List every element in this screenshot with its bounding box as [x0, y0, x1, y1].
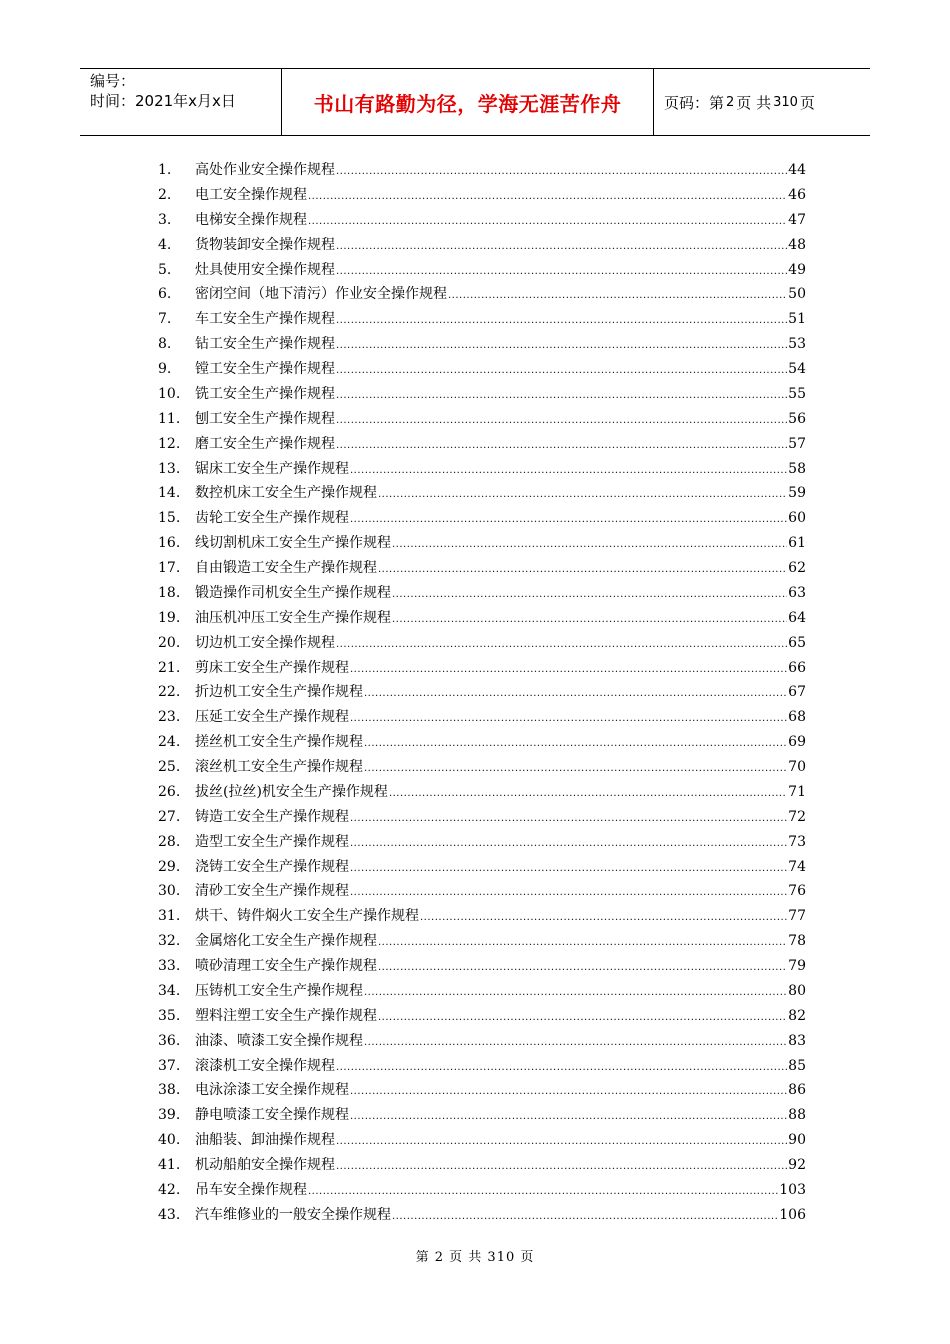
toc-entry-number: 7.	[158, 311, 172, 328]
toc-entry-title: 高处作业安全操作规程	[195, 162, 335, 178]
toc-entry[interactable]	[158, 258, 806, 283]
toc-entry-title: 压铸机工安全生产操作规程	[195, 982, 363, 999]
toc-dot-leader	[336, 359, 787, 384]
toc-entry-page: 103	[779, 1181, 806, 1198]
toc-entry-number: 33.	[158, 958, 181, 974]
toc-entry-number: 31.	[158, 908, 181, 925]
toc-entry-title: 电工安全操作规程	[195, 186, 307, 203]
toc-entry[interactable]	[158, 581, 806, 606]
toc-entry[interactable]	[158, 929, 806, 954]
toc-entry[interactable]	[158, 382, 806, 407]
toc-entry[interactable]	[158, 1128, 806, 1153]
page-mid: 页 共	[736, 93, 772, 112]
toc-dot-leader	[389, 782, 787, 807]
toc-dot-leader	[336, 309, 787, 334]
toc-entry-page: 60	[788, 510, 806, 527]
toc-entry-number: 28.	[158, 833, 181, 850]
toc-entry-number: 41.	[158, 1157, 181, 1173]
toc-entry-page: 49	[788, 261, 806, 278]
toc-dot-leader	[336, 1130, 787, 1155]
toc-entry[interactable]	[158, 805, 806, 830]
toc-entry-number: 6.	[158, 286, 172, 303]
toc-dot-leader	[350, 1080, 787, 1105]
toc-entry[interactable]	[158, 606, 806, 631]
toc-entry-number: 11.	[158, 410, 181, 427]
toc-entry-title: 塑料注塑工安全生产操作规程	[195, 1007, 377, 1024]
header-info-cell	[80, 69, 282, 135]
toc-dot-leader	[378, 956, 787, 981]
toc-entry-number: 37.	[158, 1057, 181, 1074]
table-of-contents	[158, 158, 806, 1228]
toc-dot-leader	[448, 284, 787, 309]
toc-dot-leader	[392, 533, 787, 558]
toc-dot-leader	[336, 260, 787, 285]
toc-dot-leader	[336, 1155, 787, 1180]
toc-entry-number: 40.	[158, 1132, 181, 1149]
page-total: 310	[773, 94, 798, 110]
toc-dot-leader	[336, 633, 787, 658]
toc-entry-title: 剪床工安全生产操作规程	[195, 659, 349, 676]
toc-entry-number: 38.	[158, 1082, 181, 1099]
toc-entry[interactable]	[158, 631, 806, 656]
toc-entry-number: 21.	[158, 659, 181, 676]
toc-entry[interactable]	[158, 233, 806, 258]
toc-entry[interactable]	[158, 979, 806, 1004]
toc-entry-page: 56	[788, 410, 806, 427]
toc-entry-title: 吊车安全操作规程	[195, 1181, 307, 1198]
toc-dot-leader	[378, 558, 787, 583]
toc-dot-leader	[350, 1105, 787, 1130]
toc-dot-leader	[364, 757, 787, 782]
toc-entry-page: 66	[788, 659, 806, 676]
toc-entry-page: 83	[788, 1032, 806, 1049]
toc-dot-leader	[350, 881, 787, 906]
toc-entry-page: 55	[788, 385, 806, 402]
toc-dot-leader	[336, 434, 787, 459]
toc-entry[interactable]	[158, 432, 806, 457]
toc-entry-page: 77	[788, 908, 806, 925]
toc-entry-page: 47	[788, 211, 806, 228]
toc-entry-title: 滚漆机工安全操作规程	[195, 1057, 335, 1074]
toc-entry-title: 机动船舶安全操作规程	[195, 1157, 335, 1173]
toc-dot-leader	[392, 583, 787, 608]
toc-entry-title: 滚丝机工安全生产操作规程	[195, 759, 363, 775]
toc-entry-page: 44	[788, 162, 806, 178]
toc-entry[interactable]	[158, 1078, 806, 1103]
toc-entry-title: 镗工安全生产操作规程	[195, 361, 335, 377]
toc-entry[interactable]	[158, 158, 806, 183]
toc-entry-title: 磨工安全生产操作规程	[195, 435, 335, 452]
toc-entry-number: 8.	[158, 336, 172, 353]
toc-entry-number: 24.	[158, 734, 181, 751]
toc-entry-title: 货物装卸安全操作规程	[195, 236, 335, 253]
toc-dot-leader	[336, 160, 787, 185]
toc-entry[interactable]	[158, 208, 806, 233]
toc-entry-page: 106	[779, 1206, 806, 1223]
toc-entry-number: 29.	[158, 858, 181, 875]
toc-entry-number: 12.	[158, 435, 181, 452]
toc-entry-page: 50	[788, 286, 806, 303]
toc-entry-page: 73	[788, 833, 806, 850]
toc-entry[interactable]	[158, 780, 806, 805]
toc-entry-page: 78	[788, 933, 806, 950]
toc-entry-number: 22.	[158, 684, 181, 701]
toc-entry[interactable]	[158, 183, 806, 208]
toc-entry-title: 电泳涂漆工安全操作规程	[195, 1082, 349, 1099]
toc-entry-page: 88	[788, 1107, 806, 1124]
toc-entry-title: 搓丝机工安全生产操作规程	[195, 734, 363, 751]
toc-entry-number: 42.	[158, 1181, 181, 1198]
toc-entry-number: 32.	[158, 933, 181, 950]
toc-entry-page: 67	[788, 684, 806, 701]
toc-entry-number: 30.	[158, 883, 181, 900]
toc-entry-page: 65	[788, 634, 806, 651]
toc-entry-number: 17.	[158, 560, 181, 576]
toc-dot-leader	[364, 732, 787, 757]
toc-entry-page: 46	[788, 186, 806, 203]
toc-entry-title: 铣工安全生产操作规程	[195, 385, 335, 402]
toc-entry-number: 1.	[158, 162, 172, 178]
toc-entry[interactable]	[158, 1103, 806, 1128]
toc-entry-title: 折边机工安全生产操作规程	[195, 684, 363, 701]
toc-entry-title: 油船装、卸油操作规程	[195, 1132, 335, 1149]
toc-entry[interactable]	[158, 357, 806, 382]
toc-dot-leader	[336, 1056, 787, 1081]
toc-dot-leader	[378, 931, 787, 956]
toc-entry-number: 35.	[158, 1007, 181, 1024]
header-page-info	[654, 69, 870, 135]
toc-entry[interactable]	[158, 1054, 806, 1079]
toc-dot-leader	[350, 807, 787, 832]
toc-dot-leader	[336, 409, 787, 434]
toc-entry-page: 70	[788, 759, 806, 775]
toc-entry-title: 金属熔化工安全生产操作规程	[195, 933, 377, 950]
toc-entry-title: 铸造工安全生产操作规程	[195, 808, 349, 825]
toc-entry-page: 58	[788, 460, 806, 477]
toc-entry[interactable]	[158, 531, 806, 556]
toc-entry-page: 79	[788, 958, 806, 974]
toc-entry-title: 自由锻造工安全生产操作规程	[195, 560, 377, 576]
page-suffix: 页	[799, 93, 815, 112]
toc-dot-leader	[350, 658, 787, 683]
toc-entry-number: 34.	[158, 982, 181, 999]
toc-entry[interactable]	[158, 1029, 806, 1054]
toc-entry-page: 61	[788, 535, 806, 552]
toc-entry[interactable]	[158, 1153, 806, 1178]
toc-entry-title: 钻工安全生产操作规程	[195, 336, 335, 353]
toc-dot-leader	[336, 334, 787, 359]
toc-entry[interactable]	[158, 407, 806, 432]
toc-entry-page: 71	[788, 783, 806, 800]
toc-dot-leader	[364, 682, 787, 707]
toc-entry[interactable]	[158, 855, 806, 880]
toc-entry-page: 68	[788, 709, 806, 726]
toc-entry[interactable]	[158, 1004, 806, 1029]
toc-entry-title: 油漆、喷漆工安全操作规程	[195, 1032, 363, 1049]
toc-dot-leader	[392, 1205, 778, 1230]
toc-entry-page: 74	[788, 858, 806, 875]
toc-entry-page: 62	[788, 560, 806, 576]
toc-entry-title: 烘干、铸件焖火工安全生产操作规程	[195, 908, 419, 925]
toc-dot-leader	[336, 235, 787, 260]
page-header	[80, 68, 870, 136]
date-label: 时间：2021年x月x日	[90, 92, 236, 110]
toc-dot-leader	[420, 906, 787, 931]
toc-entry-title: 密闭空间（地下清污）作业安全操作规程	[195, 286, 447, 303]
toc-dot-leader	[308, 210, 787, 235]
toc-entry[interactable]	[158, 481, 806, 506]
toc-entry-page: 54	[788, 361, 806, 377]
toc-entry-page: 76	[788, 883, 806, 900]
page-current: 2	[726, 94, 735, 110]
toc-entry-page: 64	[788, 609, 806, 626]
toc-entry-page: 48	[788, 236, 806, 253]
toc-entry-page: 85	[788, 1057, 806, 1074]
toc-entry[interactable]	[158, 282, 806, 307]
toc-entry[interactable]	[158, 1178, 806, 1203]
toc-entry-page: 90	[788, 1132, 806, 1149]
toc-entry-page: 59	[788, 485, 806, 502]
toc-entry-title: 车工安全生产操作规程	[195, 311, 335, 328]
toc-entry-number: 19.	[158, 609, 181, 626]
toc-entry-page: 63	[788, 584, 806, 601]
toc-entry-number: 18.	[158, 584, 181, 601]
toc-entry-number: 3.	[158, 211, 172, 228]
toc-dot-leader	[350, 857, 787, 882]
toc-entry-page: 72	[788, 808, 806, 825]
toc-entry-page: 80	[788, 982, 806, 999]
toc-entry-number: 23.	[158, 709, 181, 726]
toc-entry-title: 数控机床工安全生产操作规程	[195, 485, 377, 502]
toc-entry-title: 油压机冲压工安全生产操作规程	[195, 609, 391, 626]
doc-number-label: 编号：	[90, 72, 136, 90]
toc-dot-leader	[364, 981, 787, 1006]
toc-entry-number: 25.	[158, 759, 181, 775]
toc-entry-title: 刨工安全生产操作规程	[195, 410, 335, 427]
toc-entry-number: 15.	[158, 510, 181, 527]
toc-entry-number: 10.	[158, 385, 181, 402]
toc-entry-page: 51	[788, 311, 806, 328]
toc-dot-leader	[378, 1006, 787, 1031]
toc-dot-leader	[350, 832, 787, 857]
toc-entry[interactable]	[158, 556, 806, 581]
toc-entry[interactable]	[158, 705, 806, 730]
toc-dot-leader	[392, 608, 787, 633]
toc-entry-number: 13.	[158, 460, 181, 477]
toc-entry[interactable]	[158, 656, 806, 681]
toc-entry-number: 36.	[158, 1032, 181, 1049]
toc-entry-number: 27.	[158, 808, 181, 825]
toc-entry[interactable]	[158, 755, 806, 780]
toc-entry-number: 9.	[158, 361, 172, 377]
toc-entry-page: 92	[788, 1157, 806, 1173]
toc-entry-number: 43.	[158, 1206, 181, 1223]
toc-entry-title: 锻造操作司机安全生产操作规程	[195, 584, 391, 601]
toc-dot-leader	[350, 707, 787, 732]
page-footer: 第 2 页 共 310 页	[415, 1250, 535, 1265]
toc-entry-number: 16.	[158, 535, 181, 552]
toc-entry-title: 切边机工安全操作规程	[195, 634, 335, 651]
toc-entry-title: 压延工安全生产操作规程	[195, 709, 349, 726]
toc-entry-number: 39.	[158, 1107, 181, 1124]
toc-dot-leader	[336, 384, 787, 409]
toc-entry-title: 灶具使用安全操作规程	[195, 261, 335, 278]
toc-entry-title: 电梯安全操作规程	[195, 211, 307, 228]
toc-entry[interactable]	[158, 506, 806, 531]
toc-entry-title: 浇铸工安全生产操作规程	[195, 858, 349, 875]
toc-entry-title: 喷砂清理工安全生产操作规程	[195, 958, 377, 974]
page-prefix: 页码：第	[664, 93, 725, 112]
toc-dot-leader	[308, 1180, 778, 1205]
toc-dot-leader	[350, 459, 787, 484]
toc-entry[interactable]	[158, 830, 806, 855]
toc-entry[interactable]	[158, 307, 806, 332]
toc-entry[interactable]	[158, 730, 806, 755]
toc-entry-number: 4.	[158, 236, 172, 253]
toc-entry[interactable]	[158, 1203, 806, 1228]
header-motto: 书山有路勤为径，学海无涯苦作舟	[282, 69, 654, 135]
toc-entry-page: 82	[788, 1007, 806, 1024]
toc-entry-page: 53	[788, 336, 806, 353]
toc-entry[interactable]	[158, 332, 806, 357]
toc-entry-number: 5.	[158, 261, 172, 278]
toc-entry-title: 静电喷漆工安全操作规程	[195, 1107, 349, 1124]
toc-entry-page: 57	[788, 435, 806, 452]
toc-entry[interactable]	[158, 457, 806, 482]
toc-entry[interactable]	[158, 680, 806, 705]
toc-entry[interactable]	[158, 904, 806, 929]
toc-entry-title: 线切割机床工安全生产操作规程	[195, 535, 391, 552]
toc-entry-number: 26.	[158, 783, 181, 800]
toc-entry-page: 86	[788, 1082, 806, 1099]
toc-entry-title: 齿轮工安全生产操作规程	[195, 510, 349, 527]
toc-entry-number: 20.	[158, 634, 181, 651]
toc-dot-leader	[308, 185, 787, 210]
toc-entry-title: 锯床工安全生产操作规程	[195, 460, 349, 477]
toc-dot-leader	[350, 508, 787, 533]
toc-dot-leader	[378, 483, 787, 508]
toc-entry-title: 汽车维修业的一般安全操作规程	[195, 1206, 391, 1223]
toc-entry-title: 拔丝(拉丝)机安全生产操作规程	[195, 783, 388, 800]
toc-entry-number: 2.	[158, 186, 172, 203]
toc-entry[interactable]	[158, 954, 806, 979]
toc-entry[interactable]	[158, 879, 806, 904]
toc-dot-leader	[364, 1031, 787, 1056]
toc-entry-page: 69	[788, 734, 806, 751]
toc-entry-title: 清砂工安全生产操作规程	[195, 883, 349, 900]
toc-entry-title: 造型工安全生产操作规程	[195, 833, 349, 850]
toc-entry-number: 14.	[158, 485, 181, 502]
